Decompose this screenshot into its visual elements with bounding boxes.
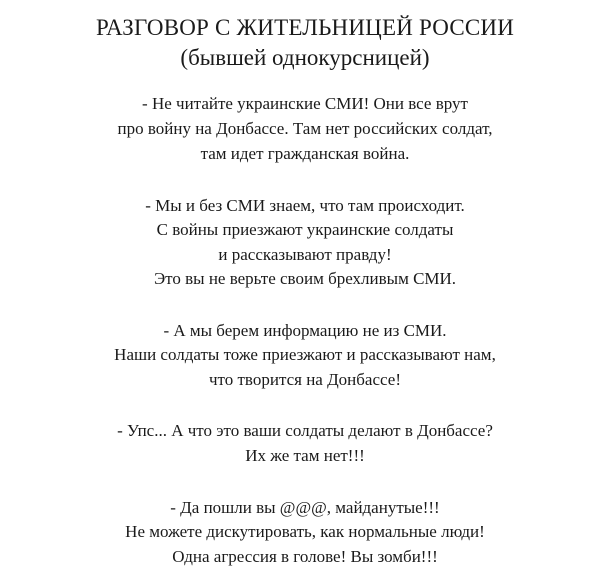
page-subtitle: (бывшей однокурсницей) xyxy=(180,45,430,70)
dialogue-line: Не можете дискутировать, как нормальные люди! xyxy=(125,522,485,541)
dialogue-line: Это вы не верьте своим брехливым СМИ. xyxy=(153,269,457,288)
dialogue-line: что творится на Донбассе! xyxy=(209,370,401,389)
dialogue-line: Одна агрессия в голове! Вы зомби!!! xyxy=(172,547,438,566)
dialogue-line: там идет гражданская война. xyxy=(200,144,410,163)
dialogue-line: и рассказывают правду! xyxy=(218,245,392,264)
page-title: РАЗГОВОР С ЖИТЕЛЬНИЦЕЙ РОССИИ xyxy=(95,15,515,40)
dialogue-line: С войны приезжают украинские солдаты xyxy=(156,220,454,239)
dialogue-line: Наши солдаты тоже приезжают и рассказывают нам, xyxy=(114,345,496,364)
dialogue-line: Их же там нет!!! xyxy=(245,446,365,465)
dialogue-line: - Да пошли вы @@@, майданутые!!! xyxy=(170,498,440,517)
dialogue-line: - Упс... А что это ваши солдаты делают в Донбассе? xyxy=(117,421,493,440)
dialogue-line: - Не читайте украинские СМИ! Они все врут xyxy=(142,94,468,113)
dialogue-line: - Мы и без СМИ знаем, что там происходит. xyxy=(145,196,465,215)
dialogue-line: про войну на Донбассе. Там нет российских солдат, xyxy=(117,119,493,138)
dialogue-line: - А мы берем информацию не из СМИ. xyxy=(163,321,447,340)
